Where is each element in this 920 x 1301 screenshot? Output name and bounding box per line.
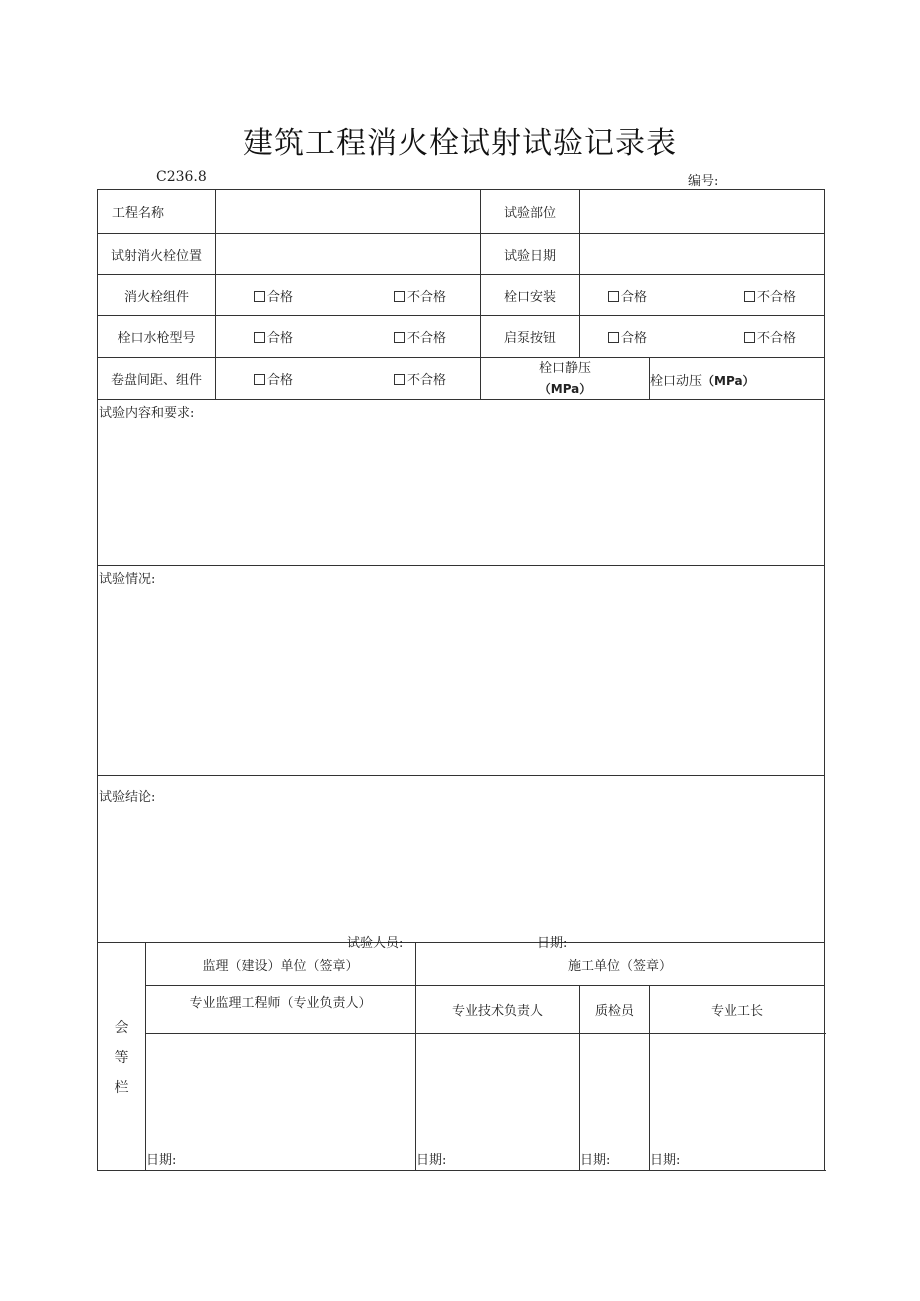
fail-checkbox[interactable]: 不合格 — [394, 286, 446, 305]
nozzle-model-checks — [216, 316, 481, 358]
date-label: 日期: — [650, 1153, 681, 1168]
pass-checkbox[interactable]: 合格 — [608, 327, 647, 346]
inspector-label: 质检员 — [580, 986, 650, 1034]
test-part-field[interactable] — [580, 190, 825, 234]
row-sign-units — [98, 943, 825, 986]
date-label: 日期: — [416, 1153, 447, 1168]
conclusion-date-label: 日期: — [537, 936, 568, 951]
hydrant-position-field[interactable] — [216, 234, 481, 275]
row-position — [98, 234, 825, 275]
conclusion-section[interactable] — [98, 776, 825, 951]
row-situation — [98, 566, 825, 776]
tech-lead-label: 专业技术负责人 — [416, 986, 580, 1034]
conclusion-label: 试验结论: — [99, 790, 156, 805]
page-title: 建筑工程消火栓试射试验记录表 — [243, 126, 677, 161]
checkbox-icon — [394, 291, 405, 302]
dynamic-pressure-label: 栓口动压（MPa） — [650, 358, 825, 400]
supervision-engineer-label: 专业监理工程师（专业负责人） — [146, 986, 416, 1034]
pass-checkbox[interactable]: 合格 — [254, 286, 293, 305]
checkbox-icon — [608, 332, 619, 343]
outlet-install-checks — [580, 275, 825, 316]
checkbox-icon — [608, 291, 619, 302]
checkbox-icon — [254, 291, 265, 302]
fail-checkbox[interactable]: 不合格 — [394, 327, 446, 346]
pass-checkbox[interactable]: 合格 — [254, 327, 293, 346]
row-reel — [98, 358, 825, 400]
static-pressure-label: 栓口静压 （MPa） — [481, 358, 650, 400]
form-code: C236.8 — [156, 169, 207, 185]
number-label: 编号: — [688, 174, 719, 189]
test-part-label: 试验部位 — [481, 190, 580, 234]
supervision-sign-cell[interactable] — [146, 1034, 416, 1171]
tester-label: 试验人员: — [347, 936, 404, 951]
reel-spacing-checks — [216, 358, 481, 400]
checkbox-icon — [744, 291, 755, 302]
hydrant-position-label: 试射消火栓位置 — [98, 234, 216, 275]
test-date-field[interactable] — [580, 234, 825, 275]
checkbox-icon — [254, 332, 265, 343]
fail-checkbox[interactable]: 不合格 — [744, 286, 796, 305]
tech-lead-sign-cell[interactable] — [416, 1034, 580, 1171]
fail-checkbox[interactable]: 不合格 — [394, 369, 446, 388]
hydrant-components-label: 消火栓组件 — [98, 275, 216, 316]
date-label: 日期: — [146, 1153, 177, 1168]
foreman-label: 专业工长 — [650, 986, 825, 1034]
row-content — [98, 400, 825, 566]
row-conclusion — [98, 776, 825, 943]
sign-side-label: 会 等 栏 — [98, 943, 146, 1171]
checkbox-icon — [744, 332, 755, 343]
checkbox-icon — [394, 374, 405, 385]
nozzle-model-label: 栓口水枪型号 — [98, 316, 216, 358]
outlet-install-label: 栓口安装 — [481, 275, 580, 316]
row-nozzle — [98, 316, 825, 358]
project-name-field[interactable] — [216, 190, 481, 234]
test-date-label: 试验日期 — [481, 234, 580, 275]
content-section[interactable] — [98, 400, 825, 566]
situation-section[interactable] — [98, 566, 825, 776]
fail-checkbox[interactable]: 不合格 — [744, 327, 796, 346]
row-project — [98, 190, 825, 234]
situation-label: 试验情况: — [99, 572, 156, 587]
content-label: 试验内容和要求: — [99, 406, 195, 421]
record-table — [97, 189, 825, 1171]
date-label: 日期: — [580, 1153, 611, 1168]
pass-checkbox[interactable]: 合格 — [254, 369, 293, 388]
row-sign-roles — [98, 986, 825, 1034]
project-name-label: 工程名称 — [98, 190, 216, 234]
hydrant-components-checks — [216, 275, 481, 316]
pass-checkbox[interactable]: 合格 — [608, 286, 647, 305]
row-sign-space — [98, 1034, 825, 1171]
checkbox-icon — [394, 332, 405, 343]
construction-unit-label: 施工单位（签章） — [416, 943, 825, 986]
pump-button-checks — [580, 316, 825, 358]
reel-spacing-label: 卷盘间距、组件 — [98, 358, 216, 400]
row-components — [98, 275, 825, 316]
supervision-unit-label: 监理（建设）单位（签章） — [146, 943, 416, 986]
foreman-sign-cell[interactable] — [650, 1034, 825, 1171]
checkbox-icon — [254, 374, 265, 385]
inspector-sign-cell[interactable] — [580, 1034, 650, 1171]
pump-button-label: 启泵按钮 — [481, 316, 580, 358]
